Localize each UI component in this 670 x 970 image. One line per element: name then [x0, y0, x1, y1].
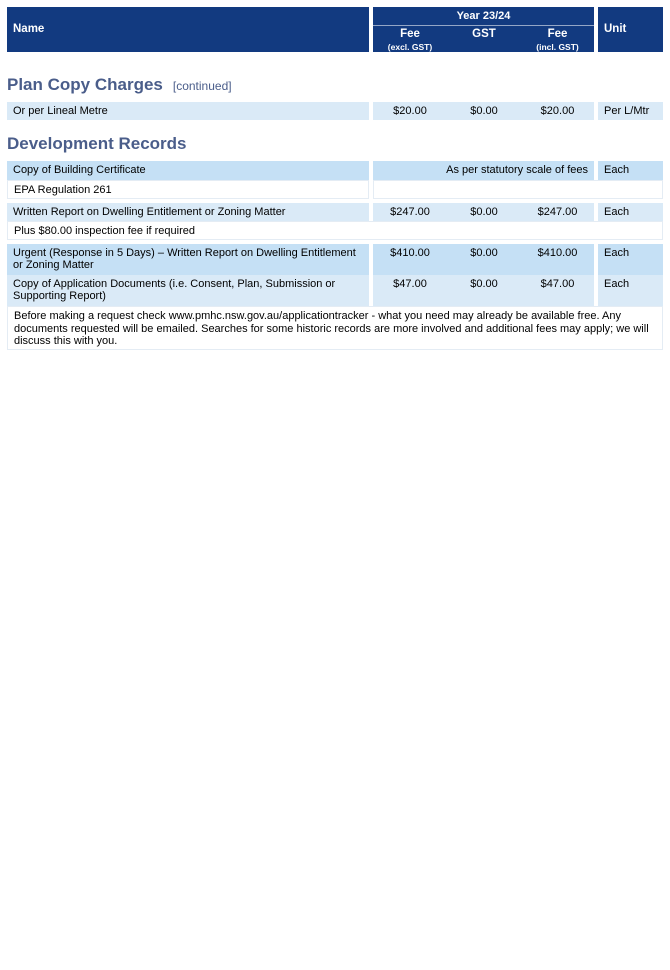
- section-title-text: Plan Copy Charges: [7, 75, 163, 94]
- header-fee-excl-label: Fee: [400, 28, 420, 40]
- table-row-name: [7, 275, 369, 306]
- row-name-text: Urgent (Response in 5 Days) – Written Report on Dwelling Entitlement or Zoning Matter: [13, 247, 356, 271]
- header-fee-incl: [521, 28, 594, 52]
- section-title-dev-records: [7, 134, 187, 154]
- header-gst: [447, 28, 521, 40]
- header-fee-excl-sub: (excl. GST): [387, 42, 433, 52]
- unit-cell: Per L/Mtr: [598, 102, 663, 120]
- fee-incl-cell: $47.00: [521, 275, 594, 306]
- section-title-plan-copy: [7, 75, 232, 95]
- header-name-cell: [7, 7, 369, 52]
- header-fee-incl-sub: (incl. GST): [536, 42, 579, 52]
- section-title-text: Development Records: [7, 134, 187, 153]
- header-year-divider: [373, 25, 594, 26]
- gst-cell: $0.00: [447, 203, 521, 221]
- header-name-label: Name: [13, 23, 45, 35]
- unit-cell: Each: [598, 275, 663, 306]
- table-row-name: [7, 244, 369, 275]
- row-name-text: Or per Lineal Metre: [13, 105, 108, 117]
- row-note: Plus $80.00 inspection fee if required: [7, 221, 663, 240]
- fee-excl-cell: $247.00: [373, 203, 447, 221]
- unit-cell: Each: [598, 244, 663, 275]
- unit-cell: Each: [598, 161, 663, 180]
- fee-excl-cell: $47.00: [373, 275, 447, 306]
- header-year-label: Year 23/24: [456, 10, 511, 22]
- row-note: EPA Regulation 261: [7, 180, 369, 199]
- fee-incl-cell: $247.00: [521, 203, 594, 221]
- row-name-text: Copy of Application Documents (i.e. Consent, Plan, Submission or Supporting Report): [13, 278, 336, 302]
- row-note-blank: [373, 180, 663, 199]
- header-fee-excl: [373, 28, 447, 52]
- row-note: Before making a request check www.pmhc.nsw.gov.au/applicationtracker - what you need may already be available free. Any documents requested will be emailed. Searches for some historic records are more involved and additional fees may apply; we will discuss this with you.: [7, 306, 663, 350]
- gst-cell: $0.00: [447, 275, 521, 306]
- row-name-text: Copy of Building Certificate: [13, 164, 146, 176]
- fee-excl-cell: $20.00: [373, 102, 447, 120]
- gst-cell: $0.00: [447, 244, 521, 275]
- table-row-name: [7, 203, 369, 221]
- fee-incl-cell: $20.00: [521, 102, 594, 120]
- header-gst-label: GST: [472, 28, 496, 40]
- unit-cell: Each: [598, 203, 663, 221]
- fee-incl-cell: $410.00: [521, 244, 594, 275]
- row-name-text: Written Report on Dwelling Entitlement or Zoning Matter: [13, 206, 286, 218]
- table-row-name: [7, 102, 369, 120]
- table-row-name: [7, 161, 369, 180]
- gst-cell: $0.00: [447, 102, 521, 120]
- statutory-fee-cell: As per statutory scale of fees: [373, 161, 594, 180]
- fee-excl-cell: $410.00: [373, 244, 447, 275]
- section-continued: [continued]: [172, 79, 232, 93]
- header-fee-incl-label: Fee: [547, 28, 568, 40]
- header-unit-cell: [598, 7, 663, 52]
- header-year-group: [373, 7, 594, 52]
- header-unit-label: Unit: [604, 23, 627, 35]
